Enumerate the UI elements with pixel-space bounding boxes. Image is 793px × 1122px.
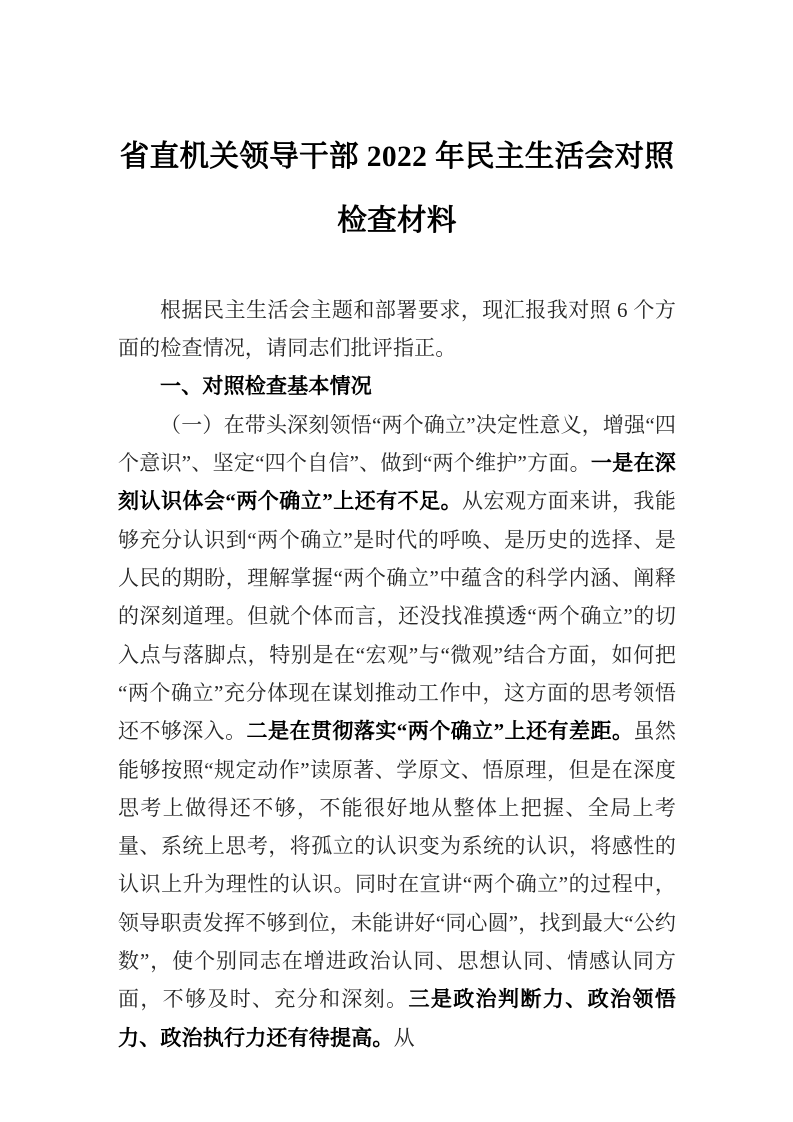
run-bold-3: 三是政治判断力、政治领悟力、政治执行力还有待提高。 (118, 987, 676, 1050)
intro-paragraph: 根据民主生活会主题和部署要求，现汇报我对照 6 个方面的检查情况，请同志们批评指正。 (118, 298, 676, 361)
page-title (118, 0, 676, 253)
document-body (118, 291, 676, 1057)
run-normal-3: 虽然能够按照“规定动作”读原著、学原文、悟原理，但是在深度思考上做得还不够，不能很好地从整体上把握、全局上考量、系统上思考，将孤立的认识变为系统的认识，将感性的认识上升为理性的认识。同时在宣讲“两个确立”的过程中，领导职责发挥不够到位，未能讲好“同心圆”，找到最大“公约数”，使个别同志在增进政治认同、思想认同、情感认同方面，不够及时、充分和深刻。 (118, 719, 676, 1012)
run-bold-2: 二是在贯彻落实“两个确立”上还有差距。 (246, 719, 634, 744)
title-line-1: 省直机关领导干部 2022 年民主生活会对照 (119, 141, 675, 173)
run-bold-1: 一是在深刻认识体会“两个确立”上还有不足。 (118, 451, 676, 514)
section-heading-1: 一、对照检查基本情况 (160, 374, 372, 398)
document-content-column (118, 0, 676, 1057)
run-normal-4: 从 (393, 1025, 415, 1050)
run-normal-1: （一）在带头深刻领悟“两个确立”决定性意义，增强“四个意识”、坚定“四个自信”、做到“两个维护”方面。 (118, 412, 676, 476)
run-normal-2: 从宏观方面来讲，我能够充分认识到“两个确立”是时代的呼唤、是历史的选择、是人民的期盼，理解掌握“两个确立”中蕴含的科学内涵、阐释的深刻道理。但就个体而言，还没找准摸透“两个确立”的切入点与落脚点，特别是在“宏观”与“微观”结合方面，如何把“两个确立”充分体现在谋划推动工作中，这方面的思考领悟还不够深入。 (118, 489, 677, 744)
subsection-paragraph-1-1 (118, 406, 676, 1057)
title-line-2: 检查材料 (337, 205, 457, 237)
